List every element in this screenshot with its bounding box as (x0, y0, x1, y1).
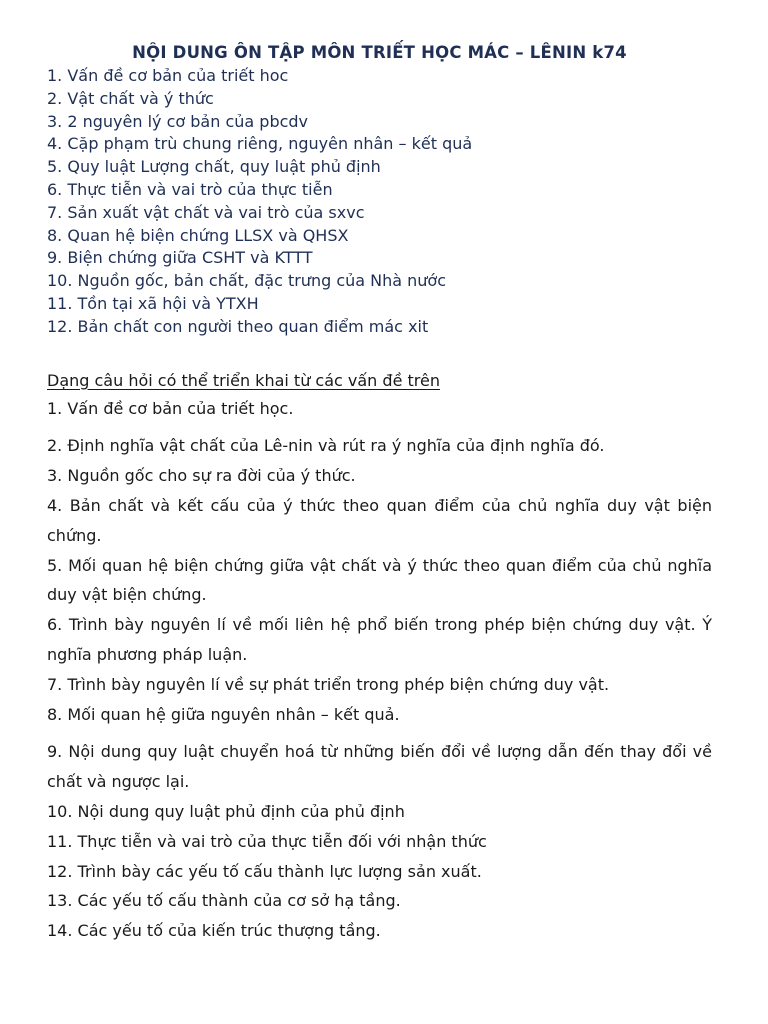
question-item: 8. Mối quan hệ giữa nguyên nhân – kết quả. (47, 704, 400, 724)
topic-item: 11. Tồn tại xã hội và YTXH (47, 293, 259, 313)
question-item: 4. Bản chất và kết cấu của ý thức theo quan điểm của chủ nghĩa duy vật biện chứng. (47, 495, 712, 545)
question-item: 9. Nội dung quy luật chuyển hoá từ những biến đổi về lượng dẫn đến thay đổi về chất và ngược lại. (47, 742, 712, 792)
question-item: 14. Các yếu tố của kiến trúc thượng tầng. (47, 921, 381, 941)
question-item: 3. Nguồn gốc cho sự ra đời của ý thức. (47, 466, 356, 486)
topic-item: 9. Biện chứng giữa CSHT và KTTT (47, 248, 313, 268)
document-page (47, 40, 712, 946)
document-title: NỘI DUNG ÔN TẬP MÔN TRIẾT HỌC MÁC – LÊNIN k74 (132, 43, 627, 62)
question-item: 7. Trình bày nguyên lí về sự phát triển trong phép biện chứng duy vật. (47, 674, 610, 694)
question-item: 11. Thực tiễn và vai trò của thực tiễn đối với nhận thức (47, 831, 487, 851)
questions-heading: Dạng câu hỏi có thể triển khai từ các vấn đề trên (47, 370, 440, 390)
topic-item: 8. Quan hệ biện chứng LLSX và QHSX (47, 225, 349, 245)
topic-item: 12. Bản chất con người theo quan điểm mác xit (47, 316, 429, 336)
topic-item: 2. Vật chất và ý thức (47, 88, 214, 108)
question-item: 13. Các yếu tố cấu thành của cơ sở hạ tầng. (47, 891, 401, 911)
topic-list (47, 65, 712, 339)
topic-item: 1. Vấn đề cơ bản của triết hoc (47, 66, 289, 85)
question-item: 12. Trình bày các yếu tố cấu thành lực lượng sản xuất. (47, 861, 482, 881)
question-item: 5. Mối quan hệ biện chứng giữa vật chất và ý thức theo quan điểm của chủ nghĩa duy vật biện chứng. (47, 555, 712, 605)
question-item: 10. Nội dung quy luật phủ định của phủ định (47, 801, 405, 821)
topic-item: 6. Thực tiễn và vai trò của thực tiễn (47, 179, 333, 199)
topic-item: 4. Cặp phạm trù chung riêng, nguyên nhân – kết quả (47, 134, 473, 154)
topic-item: 7. Sản xuất vật chất và vai trò của sxvc (47, 202, 365, 222)
question-item: 2. Định nghĩa vật chất của Lê-nin và rút ra ý nghĩa của định nghĩa đó. (47, 436, 605, 456)
question-item: 1. Vấn đề cơ bản của triết học. (47, 398, 294, 418)
topic-item: 3. 2 nguyên lý cơ bản của pbcdv (47, 111, 309, 131)
topic-item: 5. Quy luật Lượng chất, quy luật phủ định (47, 157, 381, 177)
question-item: 6. Trình bày nguyên lí về mối liên hệ phổ biến trong phép biện chứng duy vật. Ý nghĩa phương pháp luận. (47, 615, 712, 664)
question-list (47, 394, 712, 946)
topic-item: 10. Nguồn gốc, bản chất, đặc trưng của Nhà nước (47, 271, 447, 291)
